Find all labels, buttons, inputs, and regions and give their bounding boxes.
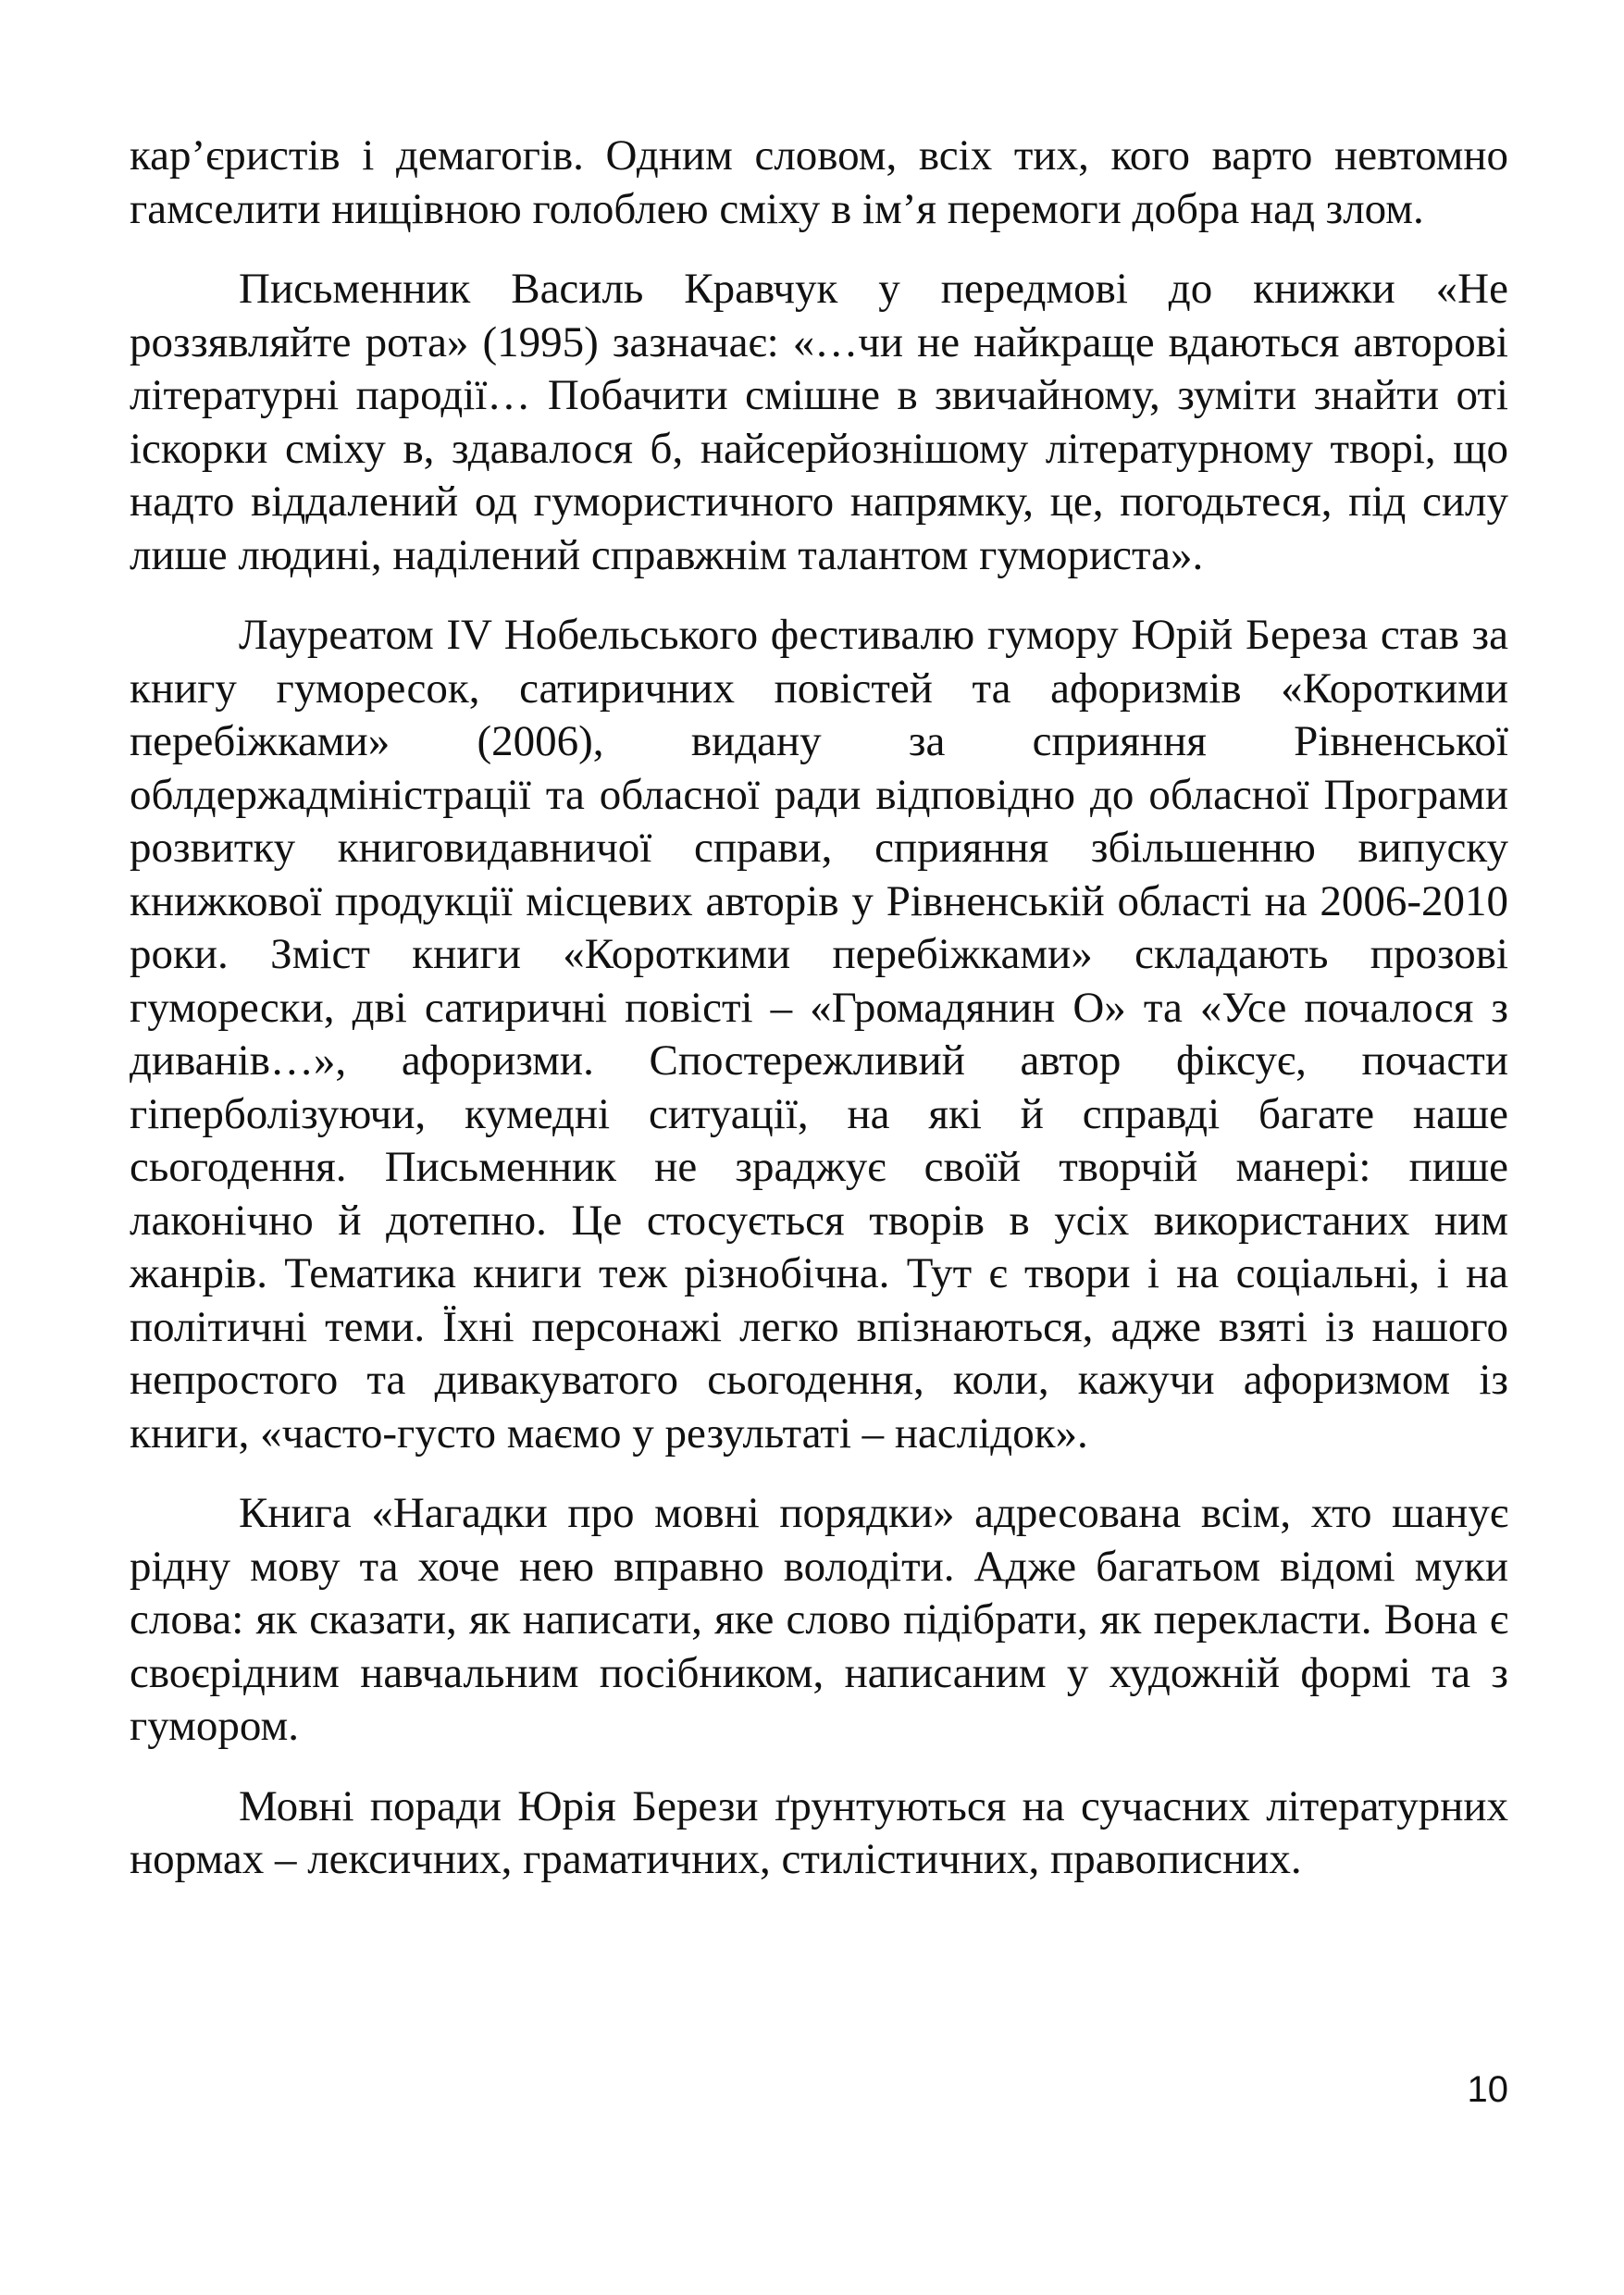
page-number: 10 (1467, 2069, 1508, 2110)
paragraph-language-advice: Мовні поради Юрія Берези ґрунтуються на сучасних літературних нормах – лексичних, граматичних, стилістичних, правописних. (130, 1781, 1508, 1883)
paragraph-continuation: кар’єристів і демагогів. Одним словом, всіх тих, кого варто невтомно гамселити нищівною голоблею сміху в ім’я перемоги добра над злом. (130, 131, 1508, 233)
document-page (130, 130, 1508, 1887)
paragraph-kravchuk-preface: Письменник Василь Кравчук у передмові до книжки «Не роззявляйте рота» (1995) зазначає: «…чи не найкраще вдаються авторові літературні пародії… Побачити смішне в звичайному, зуміти знайти оті іскорки сміху в, здавалося б, найсерйознішому літературному творі, що надто віддалений од гумористичного напрямку, це, погодьтеся, під силу лише людині, наділений справжнім талантом гумориста». (130, 265, 1508, 579)
paragraph-language-book: Книга «Нагадки про мовні порядки» адресована всім, хто шанує рідну мову та хоче нею вправно володіти. Адже багатьом відомі муки слова: як сказати, як написати, яке слово підібрати, як перекласти. Вона є своєрідним навчальним посібником, написаним у художній формі та з гумором. (130, 1489, 1508, 1750)
paragraph-festival-laureate: Лауреатом IV Нобельського фестивалю гумору Юрій Береза став за книгу гуморесок, сатиричних повістей та афоризмів «Короткими перебіжками» (2006), видану за сприяння Рівненської облдержадміністрації та обласної ради відповідно до обласної Програми розвитку книговидавничої справи, сприяння збільшенню випуску книжкової продукції місцевих авторів у Рівненській області на 2006-2010 роки. Зміст книги «Короткими перебіжками» складають прозові гуморески, дві сатиричні повісті – «Громадянин О» та «Усе почалося з диванів…», афоризми. Спостережливий автор фіксує, почасти гіперболізуючи, кумедні ситуації, на які й справді багате наше сьогодення. Письменник не зраджує своїй творчій манері: пише лаконічно й дотепно. Це стосується творів в усіх використаних ним жанрів. Тематика книги теж різнобічна. Тут є твори і на соціальні, і на політичні теми. Їхні персонажі легко впізнаються, адже взяті із нашого непростого та дивакуватого сьогодення, коли, кажучи афоризмом із книги, «часто-густо маємо у результаті – наслідок». (130, 611, 1508, 1458)
